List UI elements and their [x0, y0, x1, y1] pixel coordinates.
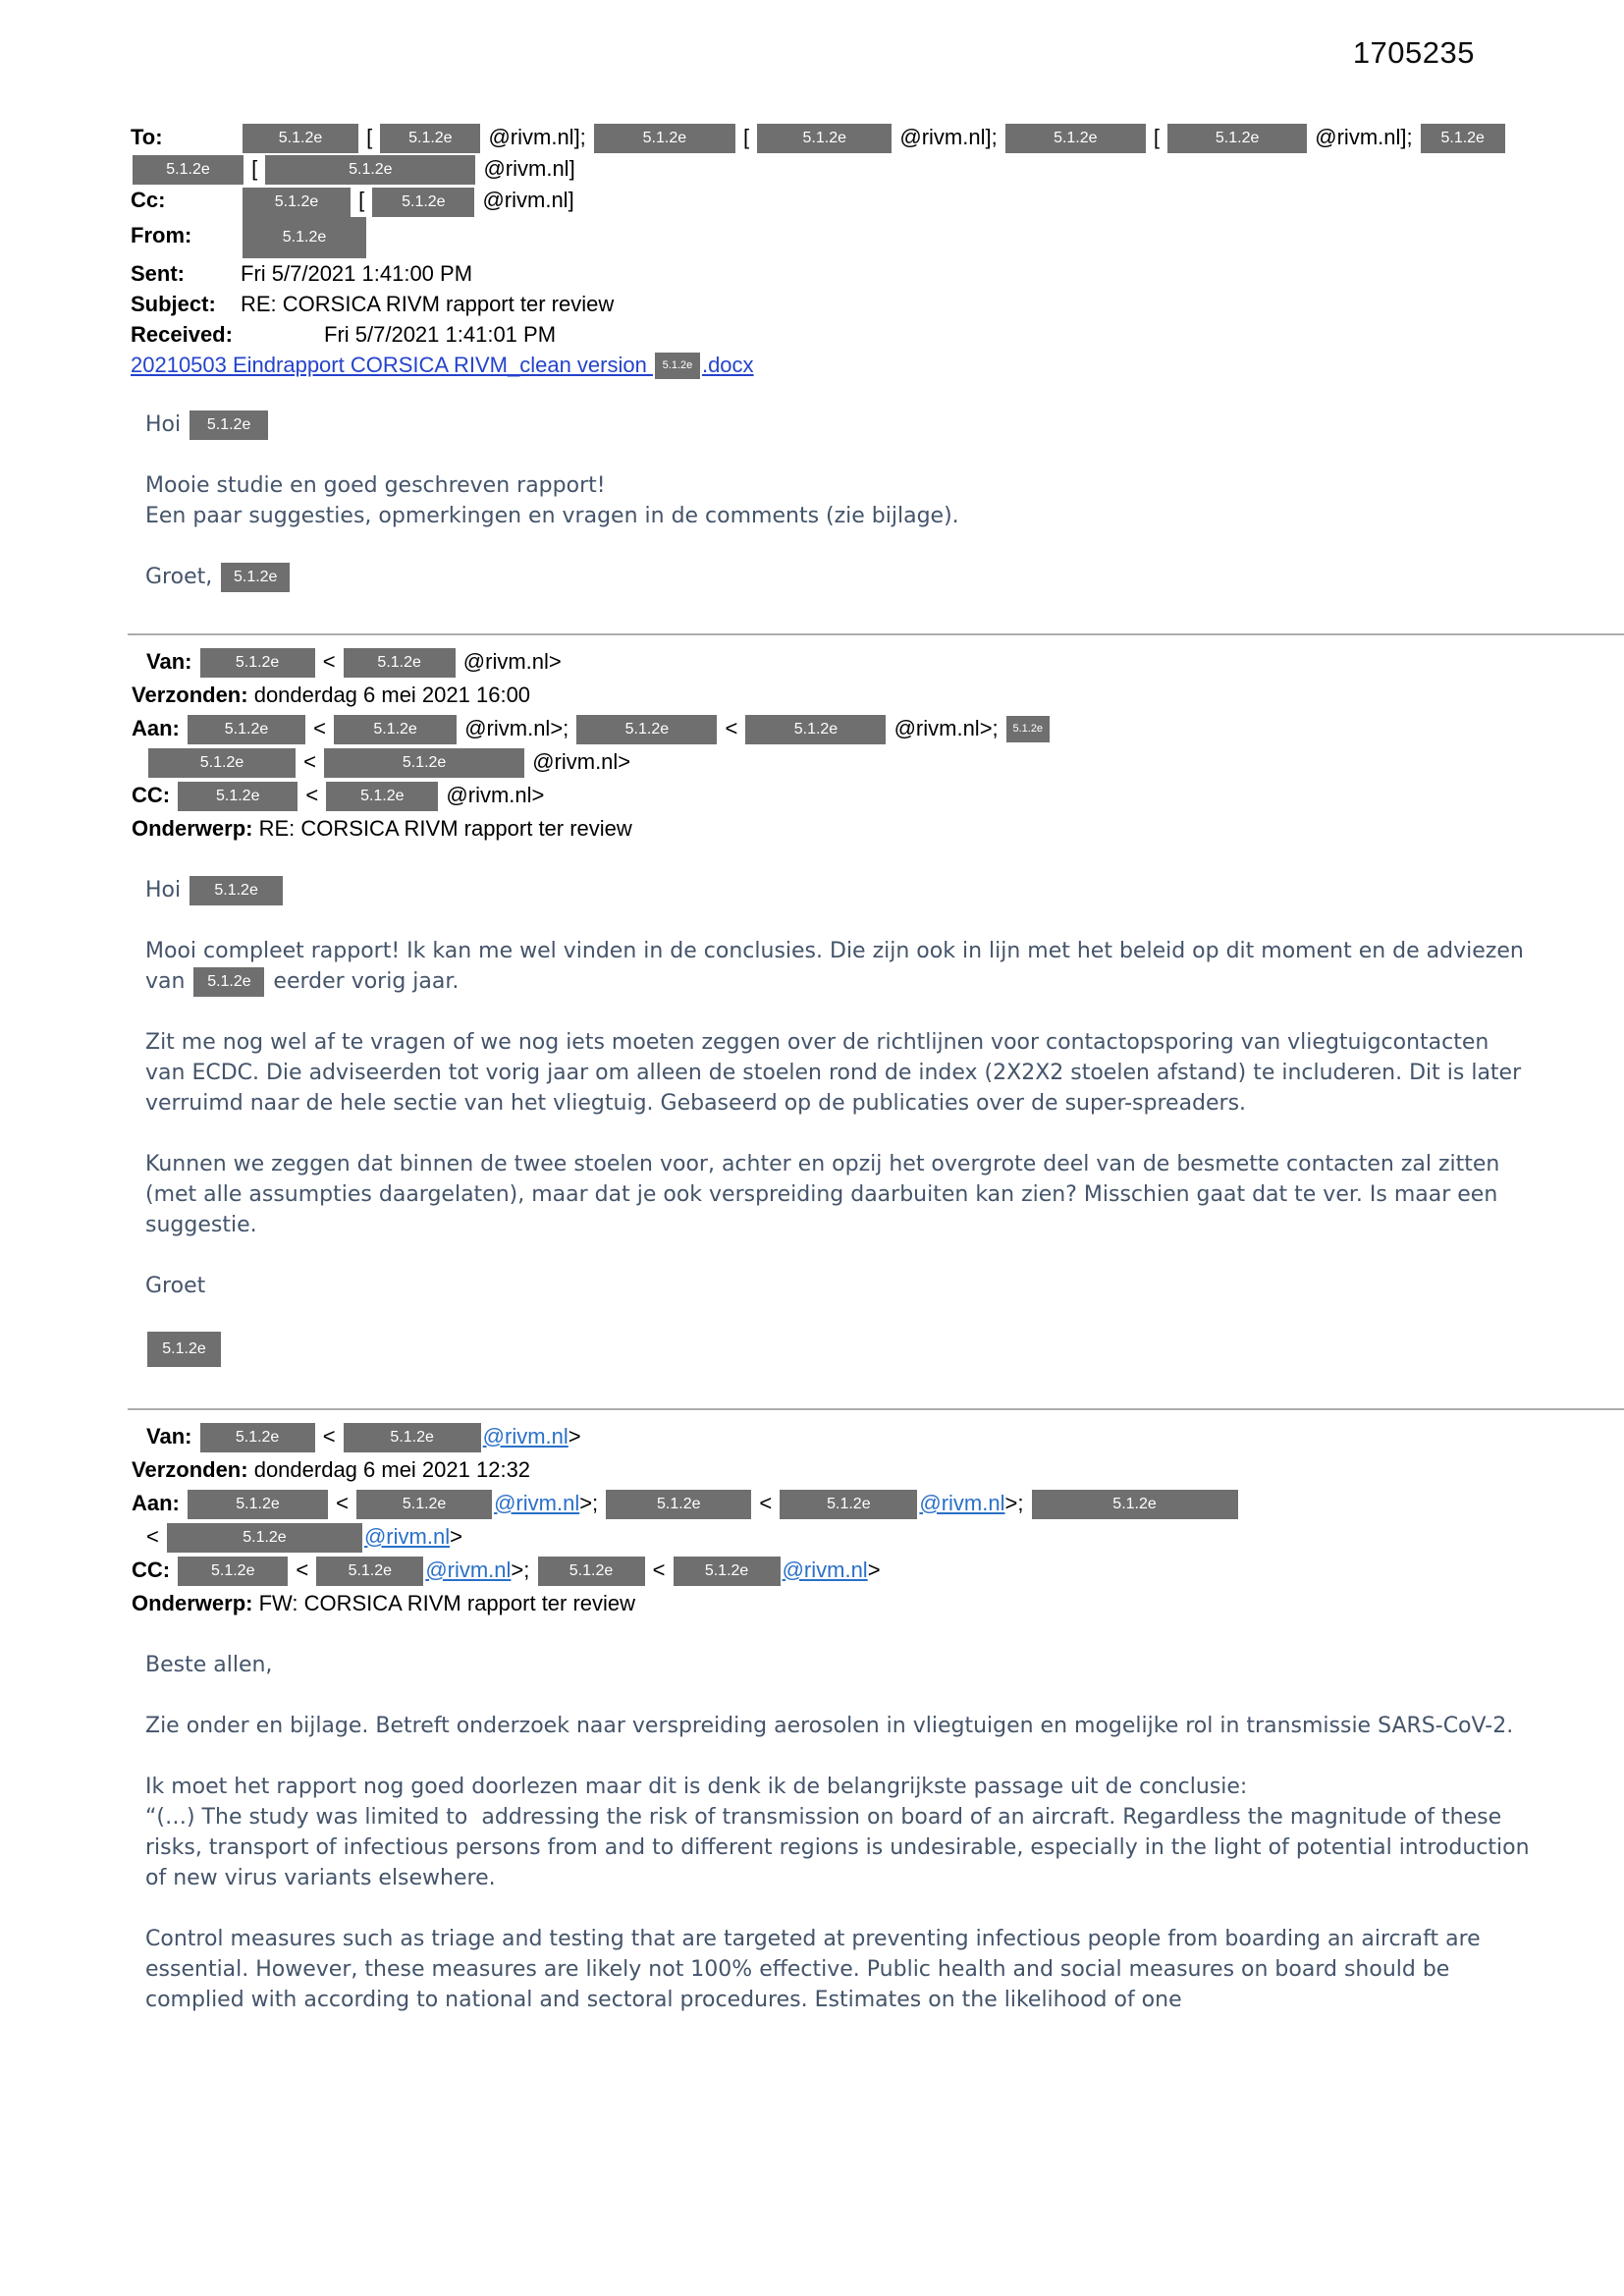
email2-aan-label: Aan:: [132, 715, 180, 740]
rivm-email-link[interactable]: @rivm.nl: [363, 1523, 451, 1549]
email3-greeting: Beste allen,: [145, 1652, 273, 1677]
redaction-box: 5.1.2e: [372, 188, 474, 217]
redaction-box: 5.1.2e: [193, 967, 264, 997]
email1-greeting: [145, 410, 1535, 440]
email3-verzonden-row: [132, 1453, 1624, 1487]
email3-onderwerp-value: FW: CORSICA RIVM rapport ter review: [258, 1590, 636, 1615]
text-fragment: <: [753, 1490, 779, 1515]
redaction-box: 5.1.2e: [576, 715, 717, 744]
redaction-box: 5.1.2e: [221, 563, 290, 592]
redaction-box: 5.1.2e: [326, 782, 438, 811]
email1-received-value: Fri 5/7/2021 1:41:01 PM: [324, 321, 557, 347]
text-fragment: >: [867, 1557, 881, 1582]
redaction-box: 5.1.2e: [189, 410, 268, 440]
text-fragment: <: [646, 1557, 672, 1582]
text-fragment: >: [568, 1423, 581, 1449]
text-fragment: @rivm.nl];: [482, 125, 592, 149]
email3-aan-recipients: [186, 1491, 1240, 1515]
email1-cc-label: Cc:: [131, 188, 166, 213]
redaction-box: 5.1.2e: [178, 782, 298, 811]
email2-cc-row: [132, 779, 1624, 812]
text-fragment: [: [1147, 125, 1166, 149]
text-fragment: Groet,: [145, 564, 220, 589]
email-separator: [128, 633, 1624, 635]
text-fragment: <: [307, 715, 333, 740]
email2-cc-label: CC:: [132, 782, 171, 807]
email2-signature: [145, 1332, 1535, 1367]
email3-cc-recipients: [176, 1558, 880, 1582]
email2-aan-row: [132, 712, 1624, 745]
email2-van-label: Van:: [146, 648, 192, 674]
email1-from-value: [241, 223, 368, 247]
rivm-email-link[interactable]: @rivm.nl: [425, 1557, 512, 1582]
redaction-box: 5.1.2e: [344, 648, 456, 678]
text-fragment: Hoi: [145, 411, 189, 437]
text-fragment: >;: [1004, 1490, 1030, 1515]
email2-aan-row-wrap: [146, 745, 1624, 779]
text-fragment: @rivm.nl]: [477, 156, 575, 182]
text-fragment: <: [719, 715, 744, 740]
text-fragment: @rivm.nl];: [893, 125, 1003, 149]
email1-cc-row: [131, 185, 1624, 216]
email1-to-label: To:: [131, 125, 163, 149]
text-fragment: @rivm.nl];: [1309, 125, 1419, 149]
redaction-box: 5.1.2e: [178, 1557, 288, 1586]
email3-cc-label: CC:: [132, 1557, 171, 1582]
redaction-box: 5.1.2e: [538, 1557, 645, 1586]
text-fragment: >: [450, 1523, 462, 1549]
email1-to-row-wrap: [131, 153, 1624, 185]
text-fragment: @rivm.nl>;: [888, 715, 1004, 740]
email2-verzonden-row: [132, 679, 1624, 712]
email3-paragraph: Zie onder en bijlage. Betreft onderzoek naar verspreiding aerosolen in vliegtuigen en mogelijke rol in transmissie SARS-CoV-2.: [145, 1713, 1514, 1738]
text-fragment: @rivm.nl>;: [459, 715, 575, 740]
redaction-box: 5.1.2e: [188, 1490, 328, 1519]
text-fragment: @rivm.nl>: [440, 782, 545, 807]
redaction-box: 5.1.2e: [148, 748, 296, 778]
email1-from-label: From:: [131, 223, 192, 248]
email2-paragraph: Kunnen we zeggen dat binnen de twee stoelen voor, achter en opzij het overgrote deel van de besmette contacten zal zitten (met alle assumpties daargelaten), maar dat je ook verspreiding daarbuiten kan zien? Misschien gaat dat te ver. Is maar een suggestie.: [145, 1151, 1507, 1237]
email3-verzonden-label: Verzonden:: [132, 1456, 248, 1482]
text-fragment: <: [146, 1523, 165, 1549]
redaction-box: 5.1.2e: [243, 188, 351, 217]
email1-subject-value: RE: CORSICA RIVM rapport ter review: [241, 291, 615, 316]
email2-onderwerp-label: Onderwerp:: [132, 815, 253, 841]
email2-van-row: [146, 645, 1624, 679]
text-fragment: <: [298, 748, 323, 774]
email2-verzonden-label: Verzonden:: [132, 682, 248, 707]
text-fragment: <: [330, 1490, 355, 1515]
email2-cc-recipients: [176, 783, 544, 807]
email3-quote-paragraph: “(…) The study was limited to addressing the risk of transmission on board of an aircraft. Regardless the magnitude of these risks, transport of infectious persons from and to different regions is undesirable, especially in the light of potential introduction of new virus variants elsewhere.: [145, 1804, 1537, 1890]
email3-cc-row: [132, 1554, 1624, 1587]
text-fragment: >;: [511, 1557, 536, 1582]
redaction-box: 5.1.2e: [1006, 716, 1050, 742]
redaction-box: 5.1.2e: [606, 1490, 751, 1519]
email3-aan-row: [132, 1487, 1624, 1520]
redaction-box: 5.1.2e: [757, 124, 892, 153]
email2-verzonden-value: donderdag 6 mei 2021 16:00: [253, 682, 531, 707]
redaction-box: 5.1.2e: [133, 155, 244, 185]
email3-verzonden-value: donderdag 6 mei 2021 12:32: [253, 1456, 531, 1482]
email2-header: [132, 645, 1624, 846]
text-fragment: >;: [579, 1490, 605, 1515]
text-fragment: Mooi compleet rapport! Ik kan me wel vinden in de conclusies. Die zijn ook in lijn met het beleid op dit moment en de adviezen van: [145, 938, 1531, 994]
text-fragment: Hoi: [145, 877, 189, 902]
email1-received-row: [131, 319, 1624, 350]
redaction-box: 5.1.2e: [200, 1423, 315, 1452]
rivm-email-link[interactable]: @rivm.nl: [482, 1423, 568, 1449]
email3-paragraph: Ik moet het rapport nog goed doorlezen maar dit is denk ik de belangrijkste passage uit de conclusie:: [145, 1774, 1248, 1799]
text-fragment: @rivm.nl>: [526, 748, 631, 774]
redaction-box: 5.1.2e: [356, 1490, 492, 1519]
redaction-box: 5.1.2e: [594, 124, 735, 153]
email1-subject-row: [131, 289, 1624, 319]
redaction-box: 5.1.2e: [147, 1332, 221, 1367]
email2-paragraph: [145, 936, 1535, 997]
text-fragment: <: [299, 782, 325, 807]
document-number: 1705235: [1352, 35, 1475, 70]
text-fragment: [: [360, 125, 379, 149]
redaction-box: 5.1.2e: [655, 353, 700, 379]
redaction-box: 5.1.2e: [167, 1523, 362, 1553]
email3-paragraph: Control measures such as triage and testing that are targeted at preventing infectious people from boarding an aircraft are essential. However, these measures are likely not 100% effective. Public health and social measures on board should be complied with according to national and sectoral procedures. Estimates on the likelihood of one: [145, 1926, 1488, 2012]
redaction-box: 5.1.2e: [316, 1557, 423, 1586]
email2-onderwerp-row: [132, 812, 1624, 846]
redaction-box: 5.1.2e: [380, 124, 480, 153]
redaction-box: 5.1.2e: [188, 715, 305, 744]
text-fragment: @rivm.nl]: [476, 188, 574, 213]
email3-body: [145, 1650, 1535, 2015]
email1-from-row: [131, 217, 1624, 258]
email1-sent-value: Fri 5/7/2021 1:41:00 PM: [241, 260, 473, 286]
email3-aan-row-wrap: [146, 1520, 1624, 1554]
email3-onderwerp-row: [132, 1587, 1624, 1620]
text-fragment: <: [316, 648, 342, 674]
text-fragment: <: [316, 1423, 342, 1449]
rivm-email-link[interactable]: @rivm.nl: [494, 1490, 580, 1515]
attachment-link[interactable]: .docx: [701, 352, 754, 377]
email1-body: [145, 410, 1535, 592]
redaction-box: 5.1.2e: [1167, 124, 1307, 153]
text-fragment: [: [352, 188, 371, 213]
redaction-box: 5.1.2e: [243, 217, 366, 258]
text-fragment: @rivm.nl>: [457, 648, 562, 674]
email1-header: [131, 122, 1624, 380]
redaction-box: 5.1.2e: [334, 715, 457, 744]
email1-to-recipients: [241, 125, 1507, 149]
email3-onderwerp-label: Onderwerp:: [132, 1590, 253, 1615]
email3-aan-label: Aan:: [132, 1490, 180, 1515]
redaction-box: 5.1.2e: [265, 155, 475, 185]
email1-body-line: Mooie studie en goed geschreven rapport!: [145, 472, 606, 498]
email1-cc-recipients: [241, 188, 574, 212]
email3-van-value: [198, 1424, 581, 1449]
email1-sent-label: Sent:: [131, 260, 185, 286]
text-fragment: eerder vorig jaar.: [266, 968, 460, 994]
email2-paragraph: Zit me nog wel af te vragen of we nog iets moeten zeggen over de richtlijnen voor contactopsporing van vliegtuigcontacten van ECDC. Die adviseerden tot vorig jaar om alleen de stoelen rond de index (2X2X2 stoelen afstand) te includeren. Dit is later verruimd naar de hele sectie van het vliegtuig. Gebaseerd op de publicaties over de super-spreaders.: [145, 1029, 1529, 1116]
email3-header: [132, 1420, 1624, 1620]
redaction-box: 5.1.2e: [324, 748, 524, 778]
email2-aan-recipients: [186, 716, 1052, 740]
redaction-box: 5.1.2e: [243, 124, 358, 153]
rivm-email-link[interactable]: @rivm.nl: [782, 1557, 868, 1582]
email1-signoff: [145, 562, 1535, 592]
redaction-box: 5.1.2e: [745, 715, 886, 744]
redaction-box: 5.1.2e: [344, 1423, 481, 1452]
email-separator: [128, 1408, 1624, 1410]
attachment-link[interactable]: 20210503 Eindrapport CORSICA RIVM_clean version: [131, 352, 653, 377]
text-fragment: [: [245, 156, 264, 182]
email2-van-value: [198, 649, 562, 674]
email1-subject-label: Subject:: [131, 291, 216, 316]
redaction-box: 5.1.2e: [189, 876, 283, 905]
email1-received-label: Received:: [131, 321, 233, 347]
redaction-box: 5.1.2e: [200, 648, 315, 678]
email2-body: [145, 875, 1535, 1367]
redaction-box: 5.1.2e: [1032, 1490, 1238, 1519]
email3-van-row: [146, 1420, 1624, 1453]
email1-attachment-row: [131, 350, 1624, 380]
email2-onderwerp-value: RE: CORSICA RIVM rapport ter review: [258, 815, 632, 841]
email3-van-label: Van:: [146, 1423, 192, 1449]
redaction-box: 5.1.2e: [1421, 124, 1505, 153]
email1-sent-row: [131, 258, 1624, 289]
text-fragment: <: [290, 1557, 315, 1582]
email2-signoff: Groet: [145, 1273, 206, 1298]
redaction-box: 5.1.2e: [674, 1557, 781, 1586]
text-fragment: [: [736, 125, 756, 149]
redaction-box: 5.1.2e: [1005, 124, 1146, 153]
email1-to-row: [131, 122, 1624, 153]
rivm-email-link[interactable]: @rivm.nl: [919, 1490, 1005, 1515]
email1-body-line: Een paar suggesties, opmerkingen en vragen in de comments (zie bijlage).: [145, 503, 959, 528]
redaction-box: 5.1.2e: [780, 1490, 917, 1519]
email2-greeting: [145, 875, 1535, 905]
